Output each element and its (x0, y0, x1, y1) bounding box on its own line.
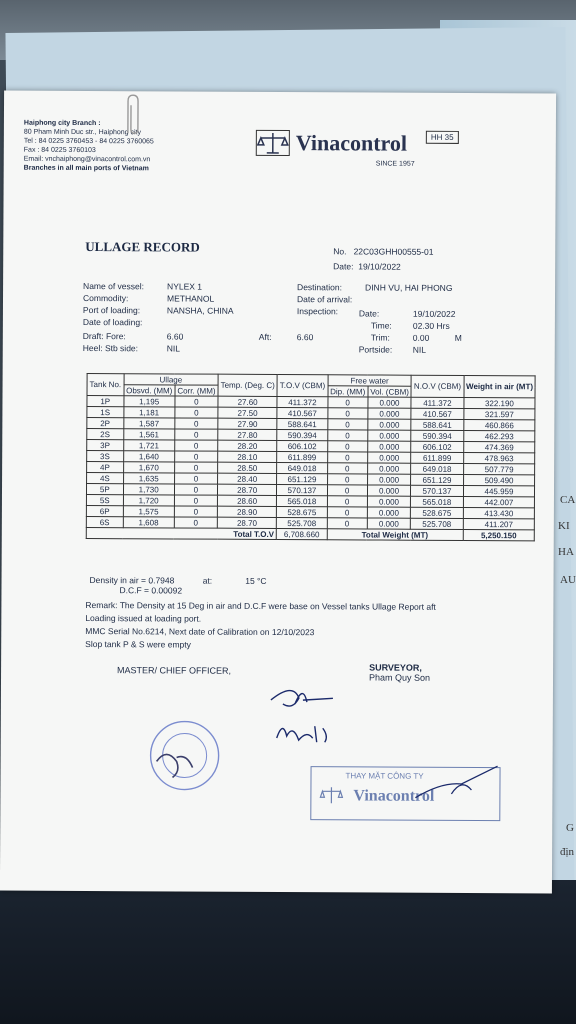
table-cell: 322.190 (463, 397, 535, 408)
table-cell: 0 (175, 429, 218, 440)
date-label: Date: (333, 261, 354, 272)
vinacontrol-logo (256, 130, 407, 157)
heel-stb-value: NIL (166, 343, 181, 354)
table-cell: 0 (327, 452, 367, 463)
branch-title: Haiphong city Branch : (23, 119, 101, 128)
table-cell: 28.60 (217, 495, 276, 506)
table-cell: 0 (175, 418, 218, 429)
commodity-value: METHANOL (166, 293, 215, 304)
table-cell: 411.372 (411, 397, 463, 408)
table-cell: 1S (87, 406, 124, 417)
table-cell: 6P (86, 505, 123, 516)
table-cell: 0.000 (368, 419, 412, 430)
table-cell: 28.70 (218, 484, 277, 495)
table-cell: 460.866 (463, 419, 535, 430)
commodity-label: Commodity: (82, 292, 129, 304)
trim-unit: M (454, 332, 462, 343)
table-cell: 0 (174, 506, 217, 517)
arrival-label: Date of arrival: (296, 294, 353, 305)
insp-date-value: 19/10/2022 (412, 308, 456, 319)
table-cell: 2P (87, 417, 124, 428)
table-cell: 0 (174, 451, 217, 462)
table-cell: 28.70 (217, 517, 276, 528)
table-cell: 411.372 (277, 396, 327, 407)
time-value: 02.30 Hrs (412, 320, 450, 331)
table-cell: 0 (328, 397, 368, 408)
table-cell: 4S (87, 472, 124, 483)
table-cell: 651.129 (277, 473, 327, 484)
branch-note: Branches in all main ports of Vietnam (23, 164, 149, 173)
density-at: at: (202, 575, 213, 586)
table-cell: 0 (327, 430, 367, 441)
surveyor-block (369, 662, 430, 682)
insp-date-label: Date: (358, 308, 380, 319)
vessel-label: Name of vessel: (83, 280, 145, 292)
header-dip: Dip. (MM) (328, 386, 368, 397)
group-free-water: Free water (328, 375, 412, 386)
table-cell: 0 (327, 408, 367, 419)
trim-label: Trim: (370, 332, 390, 343)
table-cell: 1,730 (123, 484, 174, 495)
total-weight-label: Total Weight (MT) (327, 529, 463, 541)
table-cell: 0 (175, 407, 218, 418)
stamp-scales-icon (319, 785, 343, 805)
table-cell: 4P (87, 461, 124, 472)
table-cell: 590.394 (411, 430, 463, 441)
portside-label: Portside: (358, 344, 393, 355)
form-code: HH 35 (426, 131, 459, 144)
table-cell: 0 (327, 441, 367, 452)
table-cell: 649.018 (411, 463, 463, 474)
master-label: MASTER/ CHIEF OFFICER, (117, 665, 232, 676)
table-cell: 28.40 (218, 473, 277, 484)
table-cell: 3S (87, 450, 124, 461)
branch-email: Email: vnchaiphong@vinacontrol.com.vn (23, 155, 151, 164)
density-block (89, 575, 266, 596)
ullage-record-document (0, 91, 556, 894)
header-nov: N.O.V (CBM) (411, 375, 463, 397)
table-cell: 1,181 (123, 407, 174, 418)
branch-tel: Tel : 84 0225 3760453 - 84 0225 3760065 (23, 137, 154, 146)
table-cell: 0 (174, 462, 217, 473)
table-cell: 442.007 (463, 496, 535, 507)
aft-label: Aft: (258, 331, 272, 342)
table-cell: 0.000 (367, 463, 411, 474)
table-cell: 0.000 (367, 441, 411, 452)
background-bottom (0, 880, 576, 1024)
draft-aft-value: 6.60 (296, 332, 314, 343)
table-cell: 28.90 (217, 506, 276, 517)
table-cell: 0.000 (367, 507, 411, 518)
port-label: Port of loading: (82, 304, 141, 316)
header-tank: Tank No. (87, 373, 124, 395)
date-loading-label: Date of loading: (82, 316, 143, 328)
table-cell: 1,561 (123, 429, 174, 440)
table-cell: 0 (327, 463, 367, 474)
table-cell: 0 (327, 518, 367, 529)
group-ullage: Ullage (124, 374, 219, 385)
table-cell: 588.641 (277, 418, 327, 429)
table-cell: 0 (174, 517, 217, 528)
logo-wordmark: Vinacontrol (295, 130, 408, 156)
table-cell: 611.899 (277, 451, 327, 462)
table-cell: 606.102 (277, 440, 327, 451)
table-cell: 588.641 (411, 419, 463, 430)
paperclip-icon (122, 93, 142, 137)
table-cell: 509.490 (463, 474, 535, 485)
draft-fore-value: 6.60 (166, 331, 184, 342)
remarks (85, 599, 436, 653)
table-cell: 0 (327, 419, 367, 430)
header-temp: Temp. (Deg. C) (218, 374, 277, 396)
table-cell: 411.207 (463, 518, 535, 529)
surveyor-name: Pham Quy Son (369, 672, 431, 683)
table-cell: 413.430 (463, 507, 535, 518)
table-cell: 0 (327, 496, 367, 507)
table-cell: 1,670 (123, 462, 174, 473)
table-cell: 0 (327, 507, 367, 518)
no-value: 22C03GHH00555-01 (353, 246, 434, 257)
total-weight-value: 5,250.150 (463, 529, 535, 540)
header-corr: Corr. (MM) (175, 385, 218, 396)
destination-label: Destination: (297, 282, 342, 293)
surveyor-label: SURVEYOR, (369, 662, 422, 673)
table-cell: 27.90 (218, 418, 277, 429)
stamp-signature-icon (411, 764, 501, 804)
table-cell: 1,575 (123, 506, 174, 517)
table-cell: 27.50 (218, 407, 277, 418)
stamp-mark: Vinacontrol (353, 787, 435, 805)
time-label: Time: (370, 320, 392, 331)
company-stamp (310, 766, 500, 821)
table-cell: 28.20 (218, 440, 277, 451)
table-cell: 651.129 (411, 474, 463, 485)
scales-icon (256, 130, 290, 156)
ullage-table (86, 373, 536, 541)
table-cell: 3P (87, 439, 124, 450)
table-cell: 0.000 (367, 496, 411, 507)
edge-text-3: HA (558, 546, 574, 558)
header-obsvd: Obsvd. (MM) (124, 385, 175, 396)
remark-line-3: MMC Serial No.6214, Next date of Calibration on 12/10/2023 (85, 625, 315, 638)
table-cell: 0.000 (368, 408, 412, 419)
edge-text-2: KI (558, 520, 570, 532)
inspection-label: Inspection: (296, 306, 339, 317)
table-cell: 606.102 (411, 441, 463, 452)
table-cell: 570.137 (277, 484, 327, 495)
table-cell: 0 (327, 474, 367, 485)
branch-street: 80 Pham Minh Duc str., Haiphong city (23, 128, 142, 137)
table-cell: 2S (87, 428, 124, 439)
table-cell: 474.369 (463, 441, 535, 452)
destination-value: DINH VU, HAI PHONG (365, 282, 453, 293)
table-cell: 0 (174, 495, 217, 506)
signature-icon (263, 680, 353, 750)
density-label: Density in air = (89, 575, 147, 586)
table-cell: 0 (174, 473, 217, 484)
table-cell: 611.899 (411, 452, 463, 463)
table-cell: 0 (174, 484, 217, 495)
portside-value: NIL (412, 344, 427, 355)
table-cell: 0 (175, 440, 218, 451)
table-cell: 565.018 (277, 495, 327, 506)
table-cell: 1P (87, 395, 124, 406)
table-cell: 528.675 (277, 506, 327, 517)
edge-text-4: AU (560, 574, 576, 586)
edge-text-6: địn (560, 846, 575, 858)
table-cell: 410.567 (277, 407, 327, 418)
date-value: 19/10/2022 (358, 261, 401, 272)
table-cell: 445.959 (463, 485, 535, 496)
table-cell: 570.137 (411, 485, 463, 496)
vessel-value: NYLEX 1 (167, 281, 203, 292)
table-cell: 0.000 (367, 485, 411, 496)
table-cell: 410.567 (411, 408, 463, 419)
table-cell: 1,635 (123, 473, 174, 484)
table-cell: 1,195 (124, 396, 175, 407)
total-tov-label: Total T.O.V (86, 527, 276, 539)
draft-label: Draft: Fore: (82, 330, 126, 342)
document-number-block (333, 244, 433, 275)
table-cell: 0 (175, 396, 218, 407)
ship-seal-icon (146, 717, 222, 793)
table-cell: 1,608 (123, 517, 174, 528)
no-label: No. (333, 246, 347, 257)
table-cell: 565.018 (411, 496, 463, 507)
heel-label: Heel: Stb side: (82, 342, 139, 354)
table-cell: 462.293 (463, 430, 535, 441)
table-cell: 0.000 (367, 452, 411, 463)
table-cell: 649.018 (277, 462, 327, 473)
header-tov: T.O.V (CBM) (277, 374, 327, 396)
table-cell: 525.708 (411, 518, 463, 529)
table-cell: 1,587 (123, 418, 174, 429)
table-cell: 6S (86, 516, 123, 527)
table-cell: 321.597 (463, 408, 535, 419)
table-cell: 1,721 (123, 440, 174, 451)
table-cell: 0 (327, 485, 367, 496)
branch-fax: Fax : 84 0225 3760103 (23, 146, 96, 155)
remark-line-1: Remark: The Density at 15 Deg in air and D.C.F were base on Vessel tanks Ullage Report aft (85, 599, 436, 612)
header-vol: Vol. (CBM) (368, 386, 412, 397)
stamp-title: THAY MẶT CÔNG TY (345, 771, 424, 781)
table-cell: 0.000 (367, 518, 411, 529)
table-cell: 525.708 (277, 517, 327, 528)
table-cell: 0.000 (367, 474, 411, 485)
table-cell: 507.779 (463, 463, 535, 474)
table-cell: 0.000 (368, 397, 412, 408)
remark-line-2: Loading issued at loading port. (85, 612, 202, 624)
table-cell: 28.50 (218, 462, 277, 473)
density-temp: 15 °C (245, 575, 267, 586)
table-cell: 1,720 (123, 495, 174, 506)
table-cell: 528.675 (411, 507, 463, 518)
voyage-info (82, 280, 473, 355)
table-body (86, 395, 535, 529)
remark-line-4: Slop tank P & S were empty (85, 638, 191, 650)
port-value: NANSHA, CHINA (166, 305, 234, 316)
table-cell: 1,640 (123, 451, 174, 462)
page-title: ULLAGE RECORD (85, 238, 200, 255)
dcf-value: D.C.F = 0.00092 (119, 585, 183, 596)
table-cell: 28.10 (218, 451, 277, 462)
table-cell: 27.80 (218, 429, 277, 440)
table-cell: 5P (86, 483, 123, 494)
edge-text-5: G (566, 822, 574, 834)
header-weight: Weight in air (MT) (463, 375, 535, 397)
logo-since: SINCE 1957 (375, 160, 415, 168)
table-cell: 5S (86, 494, 123, 505)
table-cell: 478.963 (463, 452, 535, 463)
table-cell: 590.394 (277, 429, 327, 440)
trim-value: 0.00 (412, 332, 430, 343)
density-value: 0.7948 (148, 575, 175, 586)
table-cell: 0.000 (367, 430, 411, 441)
edge-text-1: CA (560, 494, 576, 506)
total-tov-value: 6,708.660 (277, 528, 327, 539)
table-cell: 27.60 (218, 396, 277, 407)
